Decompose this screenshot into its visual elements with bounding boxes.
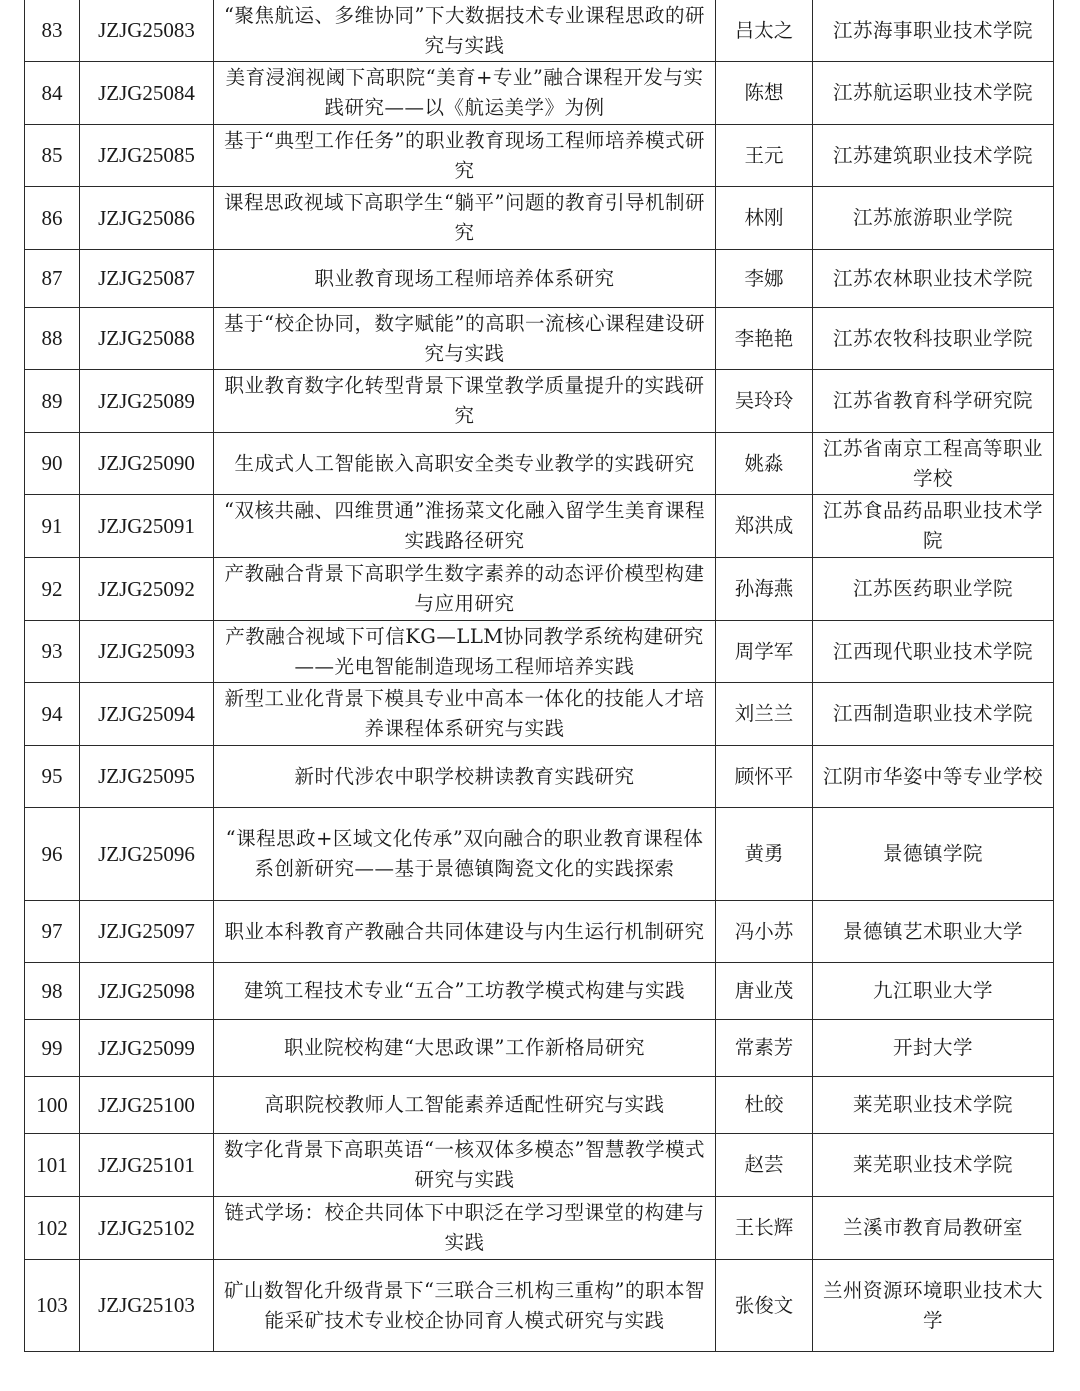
institution-cell: 莱芜职业技术学院: [813, 1134, 1054, 1197]
project-code-cell: JZJG25084: [80, 62, 214, 125]
leader-name-cell: 常素芳: [716, 1020, 813, 1077]
table-row: [25, 62, 1054, 125]
project-title-cell: 链式学场：校企共同体下中职泛在学习型课堂的构建与实践: [214, 1197, 716, 1260]
table-row: [25, 308, 1054, 370]
project-code-cell: JZJG25093: [80, 621, 214, 683]
project-title-cell: 产教融合视域下可信KG—LLM协同教学系统构建研究——光电智能制造现场工程师培养实践: [214, 621, 716, 683]
leader-name-cell: 吕太之: [716, 0, 813, 62]
institution-cell: 江阴市华姿中等专业学校: [813, 746, 1054, 808]
project-code-cell: JZJG25098: [80, 963, 214, 1020]
row-number-cell: 87: [25, 250, 80, 308]
leader-name-cell: 李艳艳: [716, 308, 813, 370]
leader-name-cell: 郑洪成: [716, 495, 813, 558]
institution-cell: 江苏建筑职业技术学院: [813, 125, 1054, 187]
row-number-cell: 84: [25, 62, 80, 125]
institution-cell: 江苏食品药品职业技术学院: [813, 495, 1054, 558]
project-title-cell: 新型工业化背景下模具专业中高本一体化的技能人才培养课程体系研究与实践: [214, 683, 716, 746]
row-number-cell: 93: [25, 621, 80, 683]
institution-cell: 九江职业大学: [813, 963, 1054, 1020]
project-title-cell: 美育浸润视阈下高职院“美育+专业”融合课程开发与实践研究——以《航运美学》为例: [214, 62, 716, 125]
leader-name-cell: 顾怀平: [716, 746, 813, 808]
project-title-cell: 职业本科教育产教融合共同体建设与内生运行机制研究: [214, 901, 716, 963]
project-code-cell: JZJG25092: [80, 558, 214, 621]
project-code-cell: JZJG25099: [80, 1020, 214, 1077]
table-row: [25, 250, 1054, 308]
project-title-cell: 矿山数智化升级背景下“三联合三机构三重构”的职本智能采矿技术专业校企协同育人模式研究与实践: [214, 1260, 716, 1352]
project-code-cell: JZJG25100: [80, 1077, 214, 1134]
leader-name-cell: 李娜: [716, 250, 813, 308]
leader-name-cell: 林刚: [716, 187, 813, 250]
table-row: [25, 0, 1054, 62]
leader-name-cell: 赵芸: [716, 1134, 813, 1197]
project-title-cell: 基于“校企协同，数字赋能”的高职一流核心课程建设研究与实践: [214, 308, 716, 370]
row-number-cell: 99: [25, 1020, 80, 1077]
institution-cell: 江苏旅游职业学院: [813, 187, 1054, 250]
table-row: [25, 370, 1054, 433]
row-number-cell: 100: [25, 1077, 80, 1134]
table-body: [25, 0, 1054, 1352]
project-code-cell: JZJG25088: [80, 308, 214, 370]
project-title-cell: “课程思政+区域文化传承”双向融合的职业教育课程体系创新研究——基于景德镇陶瓷文化的实践探索: [214, 808, 716, 901]
table-row: [25, 1134, 1054, 1197]
leader-name-cell: 杜皎: [716, 1077, 813, 1134]
project-code-cell: JZJG25089: [80, 370, 214, 433]
project-code-cell: JZJG25091: [80, 495, 214, 558]
table-row: [25, 187, 1054, 250]
leader-name-cell: 黄勇: [716, 808, 813, 901]
row-number-cell: 94: [25, 683, 80, 746]
project-title-cell: 数字化背景下高职英语“一核双体多模态”智慧教学模式研究与实践: [214, 1134, 716, 1197]
project-title-cell: 职业教育现场工程师培养体系研究: [214, 250, 716, 308]
table-row: [25, 1077, 1054, 1134]
institution-cell: 江苏农林职业技术学院: [813, 250, 1054, 308]
table-row: [25, 746, 1054, 808]
institution-cell: 江苏医药职业学院: [813, 558, 1054, 621]
project-code-cell: JZJG25095: [80, 746, 214, 808]
institution-cell: 景德镇学院: [813, 808, 1054, 901]
row-number-cell: 102: [25, 1197, 80, 1260]
row-number-cell: 101: [25, 1134, 80, 1197]
project-code-cell: JZJG25087: [80, 250, 214, 308]
table-row: [25, 495, 1054, 558]
project-code-cell: JZJG25083: [80, 0, 214, 62]
institution-cell: 江苏省教育科学研究院: [813, 370, 1054, 433]
institution-cell: 莱芜职业技术学院: [813, 1077, 1054, 1134]
row-number-cell: 88: [25, 308, 80, 370]
project-title-cell: 高职院校教师人工智能素养适配性研究与实践: [214, 1077, 716, 1134]
project-title-cell: 基于“典型工作任务”的职业教育现场工程师培养模式研究: [214, 125, 716, 187]
project-title-cell: “聚焦航运、多维协同”下大数据技术专业课程思政的研究与实践: [214, 0, 716, 62]
project-title-cell: 产教融合背景下高职学生数字素养的动态评价模型构建与应用研究: [214, 558, 716, 621]
project-title-cell: “双核共融、四维贯通”淮扬菜文化融入留学生美育课程实践路径研究: [214, 495, 716, 558]
leader-name-cell: 周学军: [716, 621, 813, 683]
table-row: [25, 901, 1054, 963]
table-row: [25, 558, 1054, 621]
table-row: [25, 433, 1054, 495]
project-code-cell: JZJG25097: [80, 901, 214, 963]
row-number-cell: 92: [25, 558, 80, 621]
project-code-cell: JZJG25096: [80, 808, 214, 901]
project-code-cell: JZJG25101: [80, 1134, 214, 1197]
institution-cell: 江西制造职业技术学院: [813, 683, 1054, 746]
leader-name-cell: 刘兰兰: [716, 683, 813, 746]
project-code-cell: JZJG25094: [80, 683, 214, 746]
table-row: [25, 1020, 1054, 1077]
institution-cell: 兰州资源环境职业技术大学: [813, 1260, 1054, 1352]
institution-cell: 江苏农牧科技职业学院: [813, 308, 1054, 370]
table-row: [25, 1260, 1054, 1352]
leader-name-cell: 王元: [716, 125, 813, 187]
row-number-cell: 103: [25, 1260, 80, 1352]
institution-cell: 江苏省南京工程高等职业学校: [813, 433, 1054, 495]
project-title-cell: 职业教育数字化转型背景下课堂教学质量提升的实践研究: [214, 370, 716, 433]
row-number-cell: 86: [25, 187, 80, 250]
row-number-cell: 95: [25, 746, 80, 808]
table-row: [25, 125, 1054, 187]
leader-name-cell: 王长辉: [716, 1197, 813, 1260]
project-code-cell: JZJG25090: [80, 433, 214, 495]
project-code-cell: JZJG25102: [80, 1197, 214, 1260]
leader-name-cell: 吴玲玲: [716, 370, 813, 433]
project-title-cell: 建筑工程技术专业“五合”工坊教学模式构建与实践: [214, 963, 716, 1020]
project-list-table: [24, 0, 1054, 1352]
row-number-cell: 83: [25, 0, 80, 62]
project-title-cell: 新时代涉农中职学校耕读教育实践研究: [214, 746, 716, 808]
project-code-cell: JZJG25103: [80, 1260, 214, 1352]
leader-name-cell: 唐业茂: [716, 963, 813, 1020]
leader-name-cell: 姚淼: [716, 433, 813, 495]
leader-name-cell: 张俊文: [716, 1260, 813, 1352]
row-number-cell: 98: [25, 963, 80, 1020]
row-number-cell: 89: [25, 370, 80, 433]
institution-cell: 江苏海事职业技术学院: [813, 0, 1054, 62]
row-number-cell: 85: [25, 125, 80, 187]
institution-cell: 兰溪市教育局教研室: [813, 1197, 1054, 1260]
project-code-cell: JZJG25085: [80, 125, 214, 187]
leader-name-cell: 孙海燕: [716, 558, 813, 621]
row-number-cell: 96: [25, 808, 80, 901]
leader-name-cell: 冯小苏: [716, 901, 813, 963]
institution-cell: 江苏航运职业技术学院: [813, 62, 1054, 125]
leader-name-cell: 陈想: [716, 62, 813, 125]
project-title-cell: 生成式人工智能嵌入高职安全类专业教学的实践研究: [214, 433, 716, 495]
project-title-cell: 职业院校构建“大思政课”工作新格局研究: [214, 1020, 716, 1077]
institution-cell: 开封大学: [813, 1020, 1054, 1077]
row-number-cell: 90: [25, 433, 80, 495]
table-row: [25, 1197, 1054, 1260]
institution-cell: 景德镇艺术职业大学: [813, 901, 1054, 963]
table-row: [25, 808, 1054, 901]
project-title-cell: 课程思政视域下高职学生“躺平”问题的教育引导机制研究: [214, 187, 716, 250]
table-row: [25, 963, 1054, 1020]
row-number-cell: 91: [25, 495, 80, 558]
table-row: [25, 621, 1054, 683]
table-row: [25, 683, 1054, 746]
institution-cell: 江西现代职业技术学院: [813, 621, 1054, 683]
row-number-cell: 97: [25, 901, 80, 963]
project-code-cell: JZJG25086: [80, 187, 214, 250]
